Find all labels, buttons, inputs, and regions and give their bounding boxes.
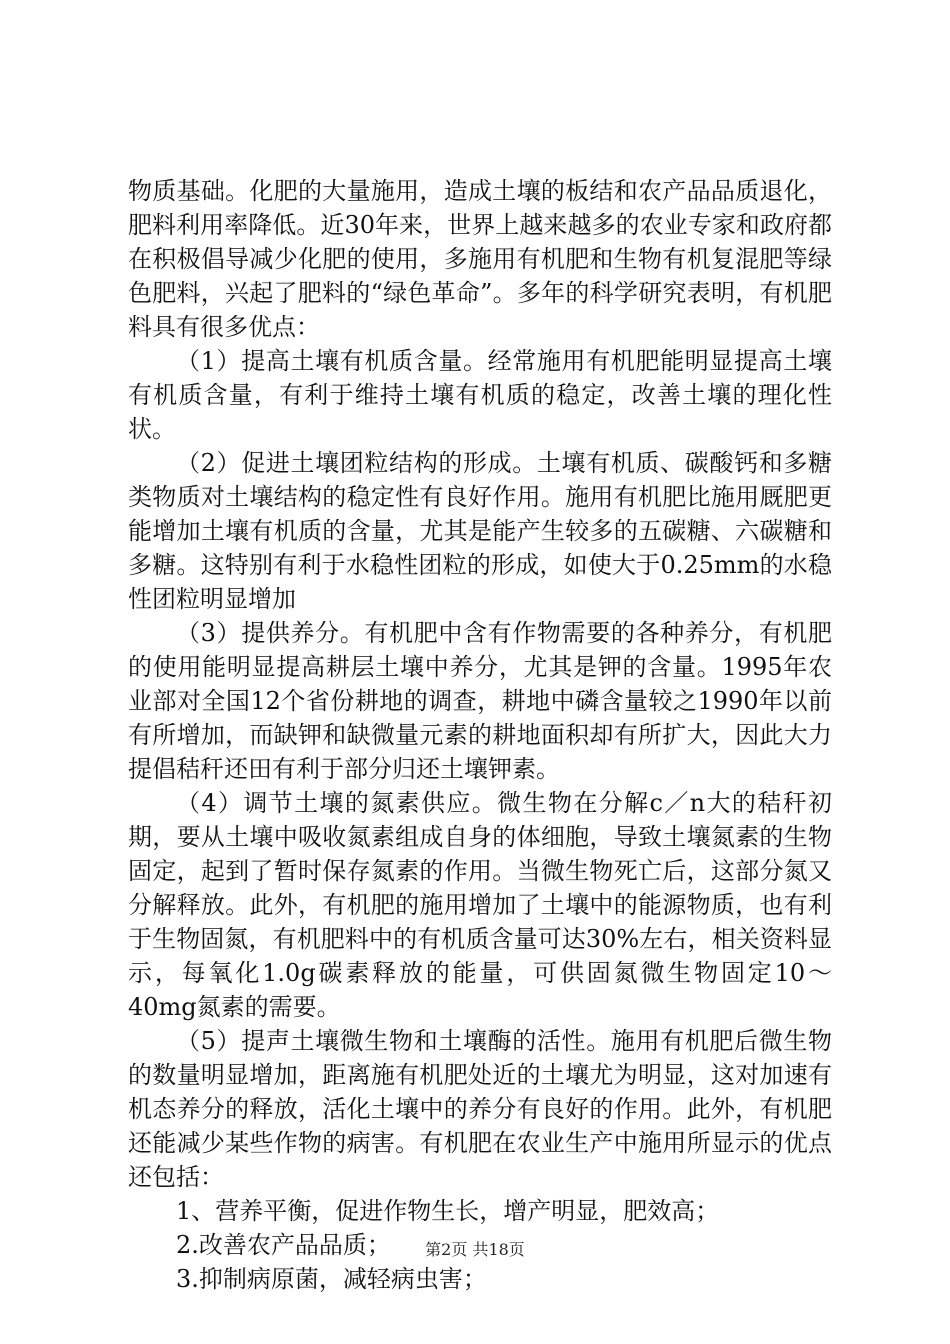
- list-item: 1、营养平衡，促进作物生长，增产明显，肥效高；: [176, 1197, 720, 1225]
- paragraph-point-2: （2）促进土壤团粒结构的形成。土壤有机质、碳酸钙和多糖类物质对土壤结构的稳定性有良好作用。施用有机肥比施用厩肥更能增加土壤有机质的含量，尤其是能产生较多的五碳糖、六碳糖和多糖。这特别有利于水稳性团粒的形成，如使大于0.25mm的水稳性团粒明显增加: [128, 449, 832, 613]
- page-number-footer: 第2页 共18页: [425, 1240, 525, 1259]
- paragraph-point-4: （4）调节土壤的氮素供应。微生物在分解c／n大的秸秆初期，要从土壤中吸收氮素组成自身的体细胞，导致土壤氮素的生物固定，起到了暂时保存氮素的作用。当微生物死亡后，这部分氮又分解释放。此外，有机肥的施用增加了土壤中的能源物质，也有利于生物固氮，有机肥料中的有机质含量可达30%左右，相关资料显示，每氧化1.0g碳素释放的能量，可供固氮微生物固定10～40mg氮素的需要。: [128, 789, 832, 1021]
- paragraph-point-1: （1）提高土壤有机质含量。经常施用有机肥能明显提高土壤有机质含量，有利于维持土壤有机质的稳定，改善土壤的理化性状。: [128, 347, 832, 443]
- paragraph-intro: 物质基础。化肥的大量施用，造成土壤的板结和农产品品质退化，肥料利用率降低。近30年来，世界上越来越多的农业专家和政府都在积极倡导减少化肥的使用，多施用有机肥和生物有机复混肥等绿色肥料，兴起了肥料的“绿色革命”。多年的科学研究表明，有机肥料具有很多优点：: [128, 177, 832, 341]
- list-item: 2.改善农产品品质；: [176, 1231, 391, 1259]
- document-body: [128, 174, 832, 1296]
- paragraph-point-5: （5）提声土壤微生物和土壤酶的活性。施用有机肥后微生物的数量明显增加，距离施有机肥处近的土壤尤为明显，这对加速有机态养分的释放，活化土壤中的养分有良好的作用。此外，有机肥还能减少某些作物的病害。有机肥在农业生产中施用所显示的优点还包括：: [128, 1027, 832, 1191]
- list-item: 3.抑制病原菌，减轻病虫害；: [176, 1265, 487, 1293]
- paragraph-point-3: （3）提供养分。有机肥中含有作物需要的各种养分，有机肥的使用能明显提高耕层土壤中养分，尤其是钾的含量。1995年农业部对全国12个省份耕地的调查，耕地中磷含量较之1990年以前有所增加，而缺钾和缺微量元素的耕地面积却有所扩大，因此大力提倡秸秆还田有利于部分归还土壤钾素。: [128, 619, 832, 783]
